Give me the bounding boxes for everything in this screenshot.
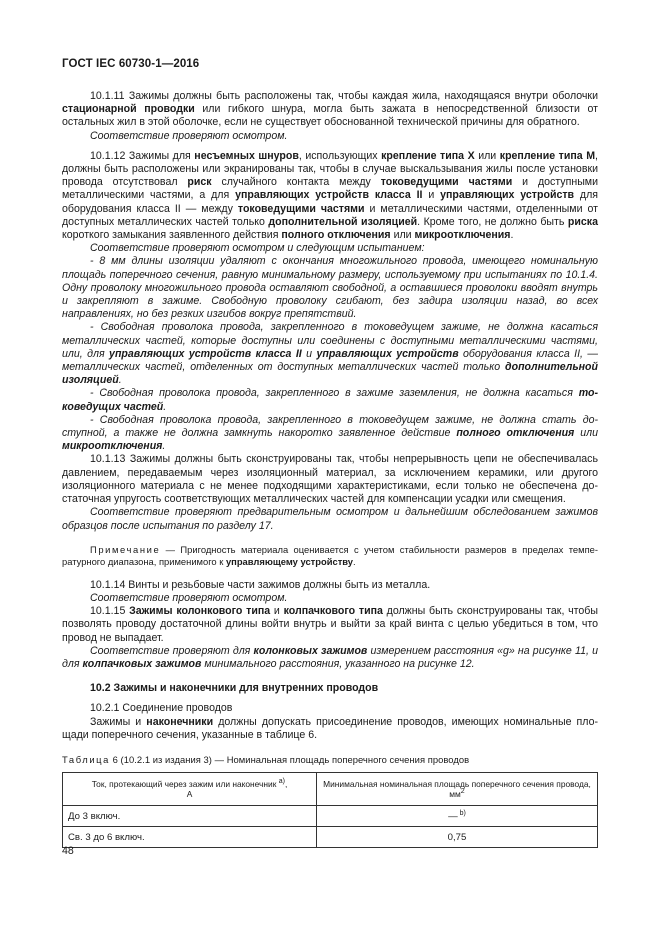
test-item-3: - Свободная проволока провода, закрепленного в зажиме заземления, не должна касаться токоведущих частей.: [62, 387, 598, 413]
clause-10-1-14: 10.1.14 Винты и резьбовые части зажимов должны быть из металла.: [90, 578, 431, 591]
clause-10-1-15: 10.1.15 Зажимы колонкового типа и колпачкового типа должны быть сконструированы так, чтобы позволять проводу достаточной длины войти внутрь и выйти за край винта с целью убедиться в том, что провод не выпадает.: [62, 605, 598, 644]
test-item-1: - 8 мм длины изоляции удаляют с окончания многожильного провода, имеющего номинальную площадь поперечного сечения, равную минимальному размеру, используемому при испытаниях по 10.1.4. Одну проволоку многожильного провода оставляют свободной, а оставшиеся проволоки вводят внутрь и закрепляют в зажиме. Свободную проволоку сгибают, без задира изоляции назад, во всех направлениях, но без резких изгибов вокруг препятствий.: [62, 255, 598, 321]
compliance-check: Соответствие проверяют осмотром.: [90, 591, 288, 604]
clause-10-1-13: 10.1.13 Зажимы должны быть сконструированы так, чтобы непрерывность цепи не обеспечивалась давлением, передаваемым через изоляционный материал, за исключением керамики, или другого изоляционного материала с не менее подходящими характеристиками, если только не обеспечена достаточная упругость соответствующих металлических частей для компенсации усадки или смещения.: [62, 453, 598, 506]
clause-10-1-11: 10.1.11 Зажимы должны быть расположены так, чтобы каждая жила, находящаяся внутри оболочки стационарной проводки или гибкого шнура, могла быть зажата в непосредственной близости от остальных жил в этой оболочке, если не существует обоснованной технической причины для обратного.: [62, 90, 599, 129]
compliance-check: Соответствие проверяют осмотром и следующим испытанием:: [90, 242, 425, 255]
clause-10-1-12: 10.1.12 Зажимы для несъемных шнуров, использующих крепление типа X или крепление типа M, должны быть расположены или экранированы так, чтобы в случае выскальзывания жилы после установки провода отсутствовал риск случайного контакта между токоведущими частями и доступными металлическими частями, а для управляющих устройств класса II и управляющих устройств для оборудования класса II — между токоведущими частями и металлическими частями, отделенными от доступных металлических частей только дополнительной изоляцией. Кроме того, не должно быть риска короткого замыкания заявленного действия полного отключения или микроотключения.: [62, 149, 599, 242]
compliance-check: Соответствие проверяют предварительным осмотром и дальнейшим обследованием зажимов образцов после испытания по разделу 17.: [62, 506, 598, 532]
table-cell-current: До 3 включ.: [63, 806, 317, 827]
table-row: [63, 806, 598, 827]
table-row: [63, 827, 598, 848]
test-item-4: - Свободная проволока провода, закрепленного в токоведущем зажиме, не должна стать доступной, а также не должна замкнуть накоротко заявленное действие полного отключения или микроотключения.: [62, 413, 598, 453]
page-number: 48: [62, 845, 74, 857]
test-item-2: - Свободная проволока провода, закрепленного в токоведущем зажиме, не должна касаться металлических частей, которые доступны или соединены с доступными металлическими частями, или, для управляющих устройств класса II и управляющих устройств оборудования класса II, — металлических частей, отделенных от доступных металлических частей только дополнительной изоляцией.: [62, 321, 598, 387]
table-cell-current: Св. 3 до 6 включ.: [63, 827, 317, 848]
table-cell-area: — $^{b)}$: [317, 806, 598, 827]
note: Примечание — Пригодность материала оценивается с учетом стабильности размеров в пределах температурного диапазона, применимого к управляющему устройству.: [62, 543, 598, 567]
document-body: [62, 90, 598, 848]
compliance-check: Соответствие проверяют для колонковых зажимов измерением расстояния «g» на рисунке 11, и для колпачковых зажимов минимального расстояния, указанного на рисунке 12.: [62, 644, 598, 670]
clause-10-2-1: Зажимы и наконечники должны допускать присоединение проводов, имеющих номинальные площади поперечного сечения, указанные в таблице 6.: [62, 715, 599, 741]
section-heading: 10.2 Зажимы и наконечники для внутренних проводов: [90, 682, 379, 695]
document-header: ГОСТ IEC 60730-1—2016: [62, 58, 200, 70]
table-cell-area: 0,75: [317, 827, 598, 848]
column-header-current: Ток, протекающий через зажим или наконечник $^{a)}$, А: [63, 773, 317, 806]
table-caption: Таблица 6 (10.2.1 из издания 3) — Номинальная площадь поперечного сечения проводов: [62, 753, 470, 765]
column-header-area: Минимальная номинальная площадь поперечного сечения провода, $мм^2$: [317, 773, 598, 806]
table-6: [62, 772, 598, 848]
subsection-heading: 10.2.1 Соединение проводов: [90, 702, 233, 715]
compliance-check: Соответствие проверяют осмотром.: [90, 129, 288, 142]
